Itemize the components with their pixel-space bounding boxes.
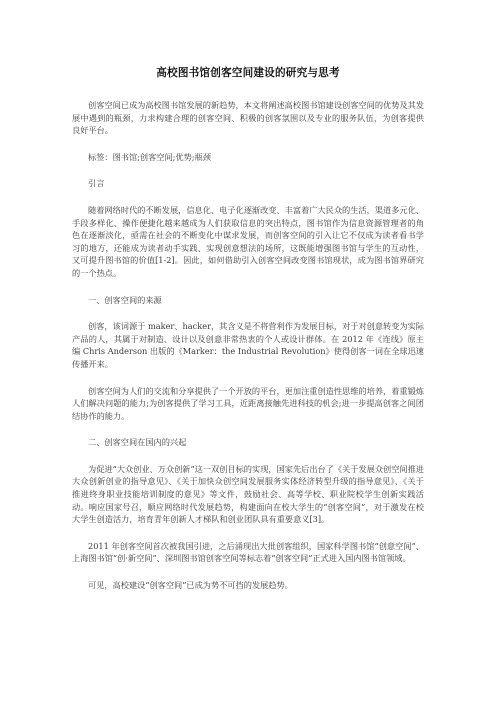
intro-paragraph: 随着网络时代的不断发展，信息化、电子化逐渐改变、丰富着广大民众的生活，渠道多元化、手段多样化、操作便捷化越来越成为人们获取信息的突出特点，图书馆作为信息资源管理者的角色在逐渐淡化，亟需在社会的不断变化中谋求发展，而创客空间的引入让它不仅成为读者看书学习的地方，还能成为读者动手实践、实现创意想法的场所，这既能增强图书馆与学生的互动性，又可提升图书馆的价值[1-2]。因此，如何借助引入创客空间改变图书馆现状，成为图书馆界研究的一个热点。 <box>72 204 424 278</box>
section1-heading: 一、创客空间的来源 <box>88 294 162 305</box>
section1-paragraph-2: 创客空间为人们的交流和分享提供了一个开放的平台，更加注重创造性思维的培养，着重锻炼人们解决问题的能力;为创客提供了学习工具，近距离接触先进科技的机会;进一步提高创客之间团结协作的能力。 <box>72 385 424 421</box>
section2-paragraph-2: 2011 年创客空间首次被我国引进，之后涌现出大批创客组织，国家科学图书馆“创意空间”、上海图书馆“创·新空间”、深圳图书馆创客空间等标志着“创客空间”正式进入国内图书馆领域。 <box>72 540 424 564</box>
document-title: 高校图书馆创客空间建设的研究与思考 <box>156 67 340 79</box>
keywords-line: 标签：图书馆;创客空间;优势;瓶颈 <box>88 151 211 162</box>
section1-paragraph-1: 创客，该词源于 maker、hacker，其含义是不将营利作为发展目标，对于对创意转变为实际产品的人，其属于对制造、设计以及创意非常热衷的个人或设计群体。在 2012 年《连线》原主编 Chris Anderson 出版的《Marker：the Industrial Revolution》使得创客一词在全球迅速传播开来。 <box>72 321 424 369</box>
section2-paragraph-3: 可见，高校建设“创客空间”已成为势不可挡的发展趋势。 <box>88 580 293 591</box>
document-page <box>72 58 424 606</box>
abstract-paragraph: 创客空间已成为高校图书馆发展的新趋势，本文将阐述高校图书馆建设创客空间的优势及其发展中遇到的瓶颈，力求构建合理的创客空间、积极的创客氛围以及专业的服务队伍，为创客提供良好平台。 <box>72 100 424 136</box>
section2-paragraph-1: 为促进“大众创业、万众创新”这一双创目标的实现，国家先后出台了《关于发展众创空间推进大众创新创业的指导意见》、《关于加快众创空间发展服务实体经济转型升级的指导意见》、《关于推进终身职业技能培训制度的意见》等文件，鼓励社会、高等学校、职业院校学生创新实践活动。响应国家号召，顺应网络时代发展趋势，构建面向在校大学生的“创客空间”，对于激发在校大学生创造活力，培育青年创新人才梯队和创业团队具有重要意义[3]。 <box>72 463 424 525</box>
section2-heading: 二、创客空间在国内的兴起 <box>88 437 187 448</box>
intro-heading: 引言 <box>88 178 105 189</box>
